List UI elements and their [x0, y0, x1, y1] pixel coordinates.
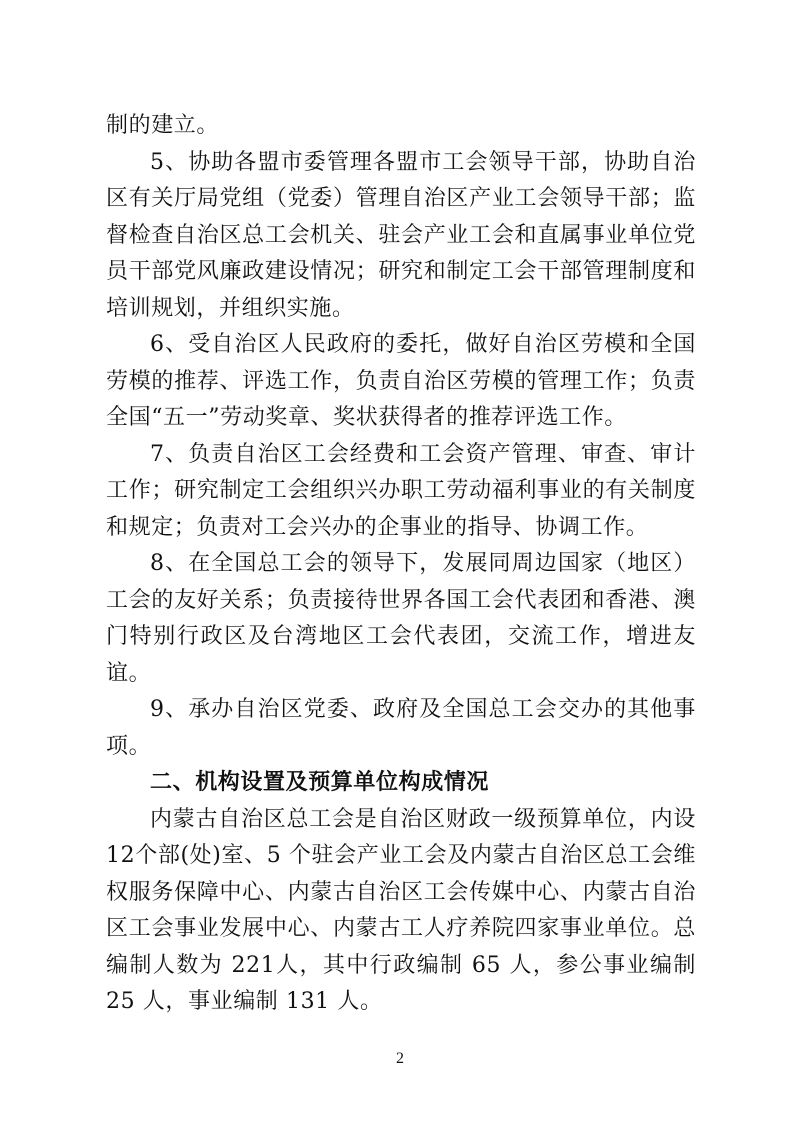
paragraph-continued: 制的建立。: [106, 113, 220, 138]
page-number: 2: [396, 1050, 404, 1067]
section-heading: 二、机构设置及预算单位构成情况: [150, 770, 490, 795]
paragraph-item-5: 5、协助各盟市委管理各盟市工会领导干部，协助自治区有关厅局党组（党委）管理自治区产业工会领导干部；监督检查自治区总工会机关、驻会产业工会和直属事业单位党员干部党风廉政建设情况；研究和制定工会干部管理制度和培训规划，并组织实施。: [106, 149, 696, 321]
paragraph-item-8: 8、在全国总工会的领导下，发展同周边国家（地区）工会的友好关系；负责接待世界各国工会代表团和香港、澳门特别行政区及台湾地区工会代表团，交流工作，增进友谊。: [106, 551, 696, 686]
document-body: [106, 108, 696, 1021]
paragraph-item-7: 7、负责自治区工会经费和工会资产管理、审查、审计工作；研究制定工会组织兴办职工劳动福利事业的有关制度和规定；负责对工会兴办的企事业的指导、协调工作。: [106, 441, 696, 540]
section-paragraph: 内蒙古自治区总工会是自治区财政一级预算单位，内设 12个部(处)室、5 个驻会产业工会及内蒙古自治区总工会维权服务保障中心、内蒙古自治区工会传媒中心、内蒙古自治区工会事业发展中心、内蒙古工人疗养院四家事业单位。总编制人数为 221人，其中行政编制 65 人，参公事业编制 25 人，事业编制 131 人。: [106, 806, 696, 1014]
paragraph-item-9: 9、承办自治区党委、政府及全国总工会交办的其他事项。: [106, 697, 696, 759]
paragraph-item-6: 6、受自治区人民政府的委托，做好自治区劳模和全国劳模的推荐、评选工作，负责自治区劳模的管理工作；负责全国“五一”劳动奖章、奖状获得者的推荐评选工作。: [106, 332, 696, 430]
